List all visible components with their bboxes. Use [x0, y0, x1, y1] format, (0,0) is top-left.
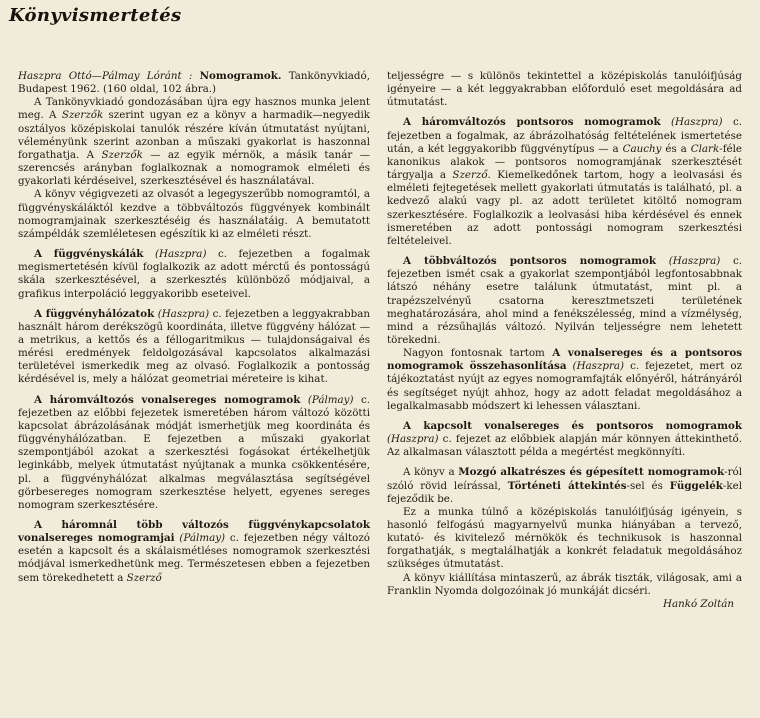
chapter-title: A háromváltozós pontsoros nomogramok	[403, 116, 661, 129]
chapter-title: A háromváltozós vonalsereges nomogramok	[34, 393, 301, 406]
citation-title: Nomogramok.	[199, 70, 282, 82]
left-column	[18, 70, 370, 585]
chapter-title: A többváltozós pontsoros nomogramok	[403, 255, 657, 268]
paragraph-haromvaltozos-pontsoros: A háromváltozós pontsoros nomogramok (Haszpra) c. fejezetben a fogalmak, az ábrázolhatóság feltételének ismertetése után, a két leggyakoribb függvénytípus — a Cauchy és a Clark-féle kanonikus alakok — pontsoros nomogramjának szerkesztését tárgyalja a Szerző. Kiemelkedőnek tartom, hogy a leolvasási és elméleti fejtegetések mellett gyakorlati útmutatás is található, pl. a kedvező alakú vagy pl. az adott területet kitöltő nomogram szerkesztésére. Foglalkozik a leolvasási hiba kérdésével és ennek ismeretében az adott pontossági nomogram szerkesztési feltételeivel.	[387, 116, 742, 247]
citation-details: Tankönyvkiadó, Budapest 1962. (160 oldal, 102 ábra.)	[18, 70, 370, 96]
book-citation	[18, 70, 370, 96]
chapter-title: A vonalsereges és a pontsoros nomogramok összehasonlítása	[387, 347, 742, 373]
paragraph-zaro-fejezetek: A könyv a Mozgó alkatrészes és gépesített nomogramok-ról szóló rövid leírással, Történeti áttekintés-sel és Függelék-kel fejeződik be.	[387, 466, 742, 505]
chapter-title: Mozgó alkatrészes és gépesített nomogramok	[458, 466, 725, 479]
paragraph-kapcsolt: A kapcsolt vonalsereges és pontsoros nomogramok (Haszpra) c. fejezet az előbbiek alapján már könnyen áttekinthető. Az alkalmasan választott példa a megértést megkönnyíti.	[387, 419, 742, 459]
reviewer-signature: Hankó Zoltán	[662, 597, 734, 610]
section-heading: Könyvismertetés	[9, 5, 182, 26]
paragraph-overview: A könyv végigvezeti az olvasót a legegyszerűbb nomogramtól, a függvényskáláktól kezdve a többváltozós függvények kombinált nomogramjainak szerkesztéséig és használatáig. A bemutatott számpéldák szemléletesen egészítik ki az elméleti részt.	[18, 188, 370, 240]
chapter-title: A függvényskálák	[34, 248, 144, 261]
paragraph-haromvaltozos-vonalsereges: A háromváltozós vonalsereges nomogramok (Pálmay) c. fejezetben az előbbi fejezetek ismeretében három változó közötti kapcsolat ábrázolásának módját ismerhetjük meg koordináta és függvényhálózatban. E fejezetben a műszaki gyakorlat szempontjából azokat a szerkesztési fogásokat értékelhetjük leginkább, melyek útmutatást nyújtanak a munka csökkentésére, pl. a függvényhálózat alkalmas megválasztása segítségével görbesereges nomogram szerkesztése helyett, egyenes sereges nomogram szerkesztésére.	[18, 393, 370, 511]
paragraph-fuggvenyhalozatok: A függvényhálózatok (Haszpra) c. fejezetben a leggyakrabban használt három derékszögű koordináta, illetve függvény hálózat — a metrikus, a kettős és a féllogaritmikus — tulajdonságaival és mérési eredmények feldolgozásával kapcsolatos alkalmazási területével ismerkedik meg az olvasó. Foglalkozik a pontosság kérdésével is, mely a hálózat geometriai méreteire is kihat.	[18, 307, 371, 386]
paragraph-kiallitas: A könyv kiállítása mintaszerű, az ábrák tiszták, világosak, ami a Franklin Nyomda dolgozóinak jó munkáját dicséri.	[387, 571, 742, 597]
paragraph-continuation: teljességre — s különös tekintettel a középiskolás tanulóifjúság igényeire — a két leggyakrabban előforduló eset megoldására ad útmutatást.	[387, 70, 742, 109]
paragraph-intro: A Tankönyvkiadó gondozásában újra egy hasznos munka jelent meg. A Szerzők szerint ugyan ez a könyv a harmadik—negyedik osztályos középiskolai tanulók részére kíván útmutatást nyújtani, véleményünk szerint azonban a műszaki gyakorlat is haszonnal forgathatja. A Szerzők — az egyik mérnök, a másik tanár — szerencsés arányban foglalkoznak a nomogramok elméleti és gyakorlati kérdéseivel, szerkesztésével és használatával.	[18, 96, 370, 188]
chapter-title: A háromnál több változós függvénykapcsolatok vonalsereges nomogramjai	[18, 519, 370, 545]
citation-authors: Haszpra Ottó—Pálmay Lóránt :	[18, 70, 200, 82]
chapter-title: A kapcsolt vonalsereges és pontsoros nomogramok	[403, 419, 742, 432]
paragraph-fuggvenyskalak: A függvényskálák (Haszpra) c. fejezetben a fogalmak megismertetésén kívül foglalkozik az adott mérctű és pontosságú skála szerkesztésével, a szerkesztés különböző módjaival, a grafikus interpoláció leggyakoribb eseteivel.	[18, 248, 370, 300]
paragraph-osszehasonlitas: Nagyon fontosnak tartom A vonalsereges és a pontsoros nomogramok összehasonlítása (Haszpra) c. fejezetet, mert oz tájékoztatást nyújt az egyes nomogramfajták előnyéről, hátrányáról és segítséget nyújt ahhoz, hogy az adott feladat megoldásához a legalkalmasabb módszert ki lehessen választani.	[387, 347, 743, 412]
paragraph-tobbvaltozos-pontsoros: A többváltozós pontsoros nomogramok (Haszpra) c. fejezetben ismét csak a gyakorlat szempontjából legfontosabbnak látszó néhány esetre találunk útmutatást, mint pl. a trapézszelvényű csatorna keresztmetszeti területének meghatározására, ahol mind a fenékszélesség, mind a vízmélység, mind a rézsűhajlás változó. Nyilván teljességre nem lehetett törekedni.	[387, 255, 742, 346]
paragraph-haromnal-tobb: A háromnál több változós függvénykapcsolatok vonalsereges nomogramjai (Pálmay) c. fejezetben négy változó esetén a kapcsolt és a skálaismétléses nomogramok szerkesztési módjával ismerkedhetünk meg. Természetesen ebben a fejezetben sem törekedhetett a Szerző	[18, 519, 370, 584]
right-column	[387, 70, 742, 611]
chapter-title: A függvényhálózatok	[34, 307, 155, 320]
paragraph-ertekeles: Ez a munka túlnő a középiskolás tanulóifjúság igényein, s hasonló felfogású magyarnyelvű munka hiányában a tervező, kutató- és kivitelező mérnökök és technikusok is haszonnal forgathatják, s megtalálhatják a konkrét feladatuk megoldásához szükséges útmutatást.	[387, 505, 742, 571]
